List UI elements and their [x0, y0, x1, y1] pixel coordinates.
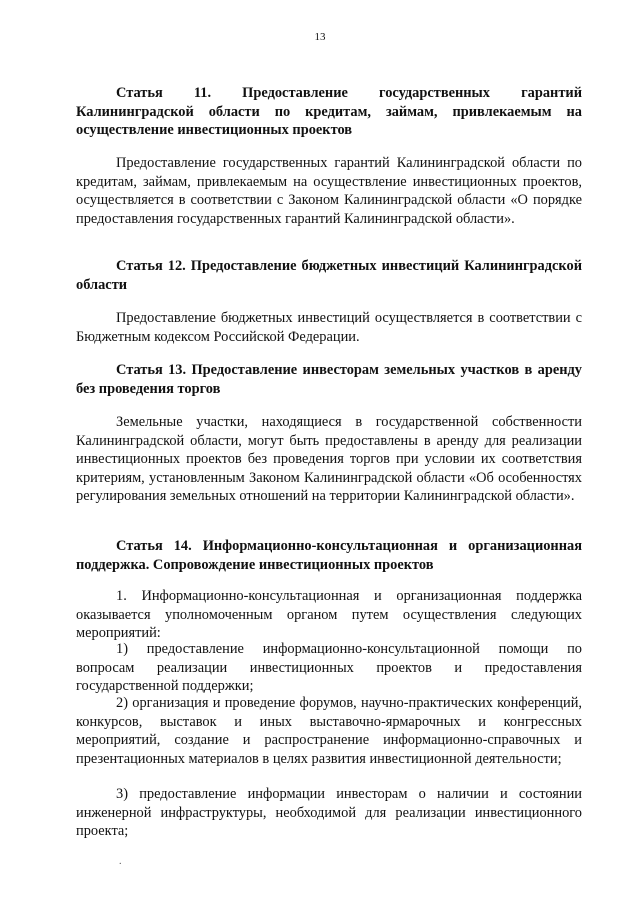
stray-mark: .	[119, 856, 122, 867]
page-number: 13	[314, 31, 326, 43]
article-14-item-1: 1) предоставление информационно-консультационной помощи по вопросам реализации инвестиционных проектов и предоставления государственной поддержки;	[76, 641, 582, 695]
article-12-heading: Статья 12. Предоставление бюджетных инвестиций Калининградской области	[76, 258, 582, 293]
article-13-text: Земельные участки, находящиеся в государственной собственности Калининградской области, могут быть предоставлены в аренду для реализации инвестиционных проектов без проведения торгов при условии их соответствия критериям, установленным Законом Калининградской области «Об особенностях регулирования земельных отношений на территории Калининградской области».	[76, 414, 582, 505]
article-14-item-3: 3) предоставление информации инвесторам о наличии и состоянии инженерной инфраструктуры, необходимой для реализации инвестиционного проекта;	[76, 786, 582, 840]
article-13-heading: Статья 13. Предоставление инвесторам земельных участков в аренду без проведения торгов	[76, 362, 582, 397]
article-11-heading: Статья 11. Предоставление государственных гарантий Калининградской области по кредитам, займам, привлекаемым на осуществление инвестиционных проектов	[76, 85, 582, 139]
article-14-item-2: 2) организация и проведение форумов, научно-практических конференций, конкурсов, выставок и иных выставочно-ярмарочных и конгрессных мероприятий, создание и распространение информационно-справочных и презентационных материалов в целях развития инвестиционной деятельности;	[76, 695, 582, 767]
article-14-point-1: 1. Информационно-консультационная и организационная поддержка оказывается уполномоченным органом путем осуществления следующих мероприятий:	[76, 588, 582, 642]
article-11-text: Предоставление государственных гарантий Калининградской области по кредитам, займам, привлекаемым на осуществление инвестиционных проектов, осуществляется в соответствии с Законом Калининградской области «О порядке предоставления государственных гарантий Калининградской области».	[76, 155, 582, 227]
article-14-heading: Статья 14. Информационно-консультационная и организационная поддержка. Сопровождение инвестиционных проектов	[76, 538, 582, 573]
article-12-text: Предоставление бюджетных инвестиций осуществляется в соответствии с Бюджетным кодексом Российской Федерации.	[76, 310, 582, 345]
